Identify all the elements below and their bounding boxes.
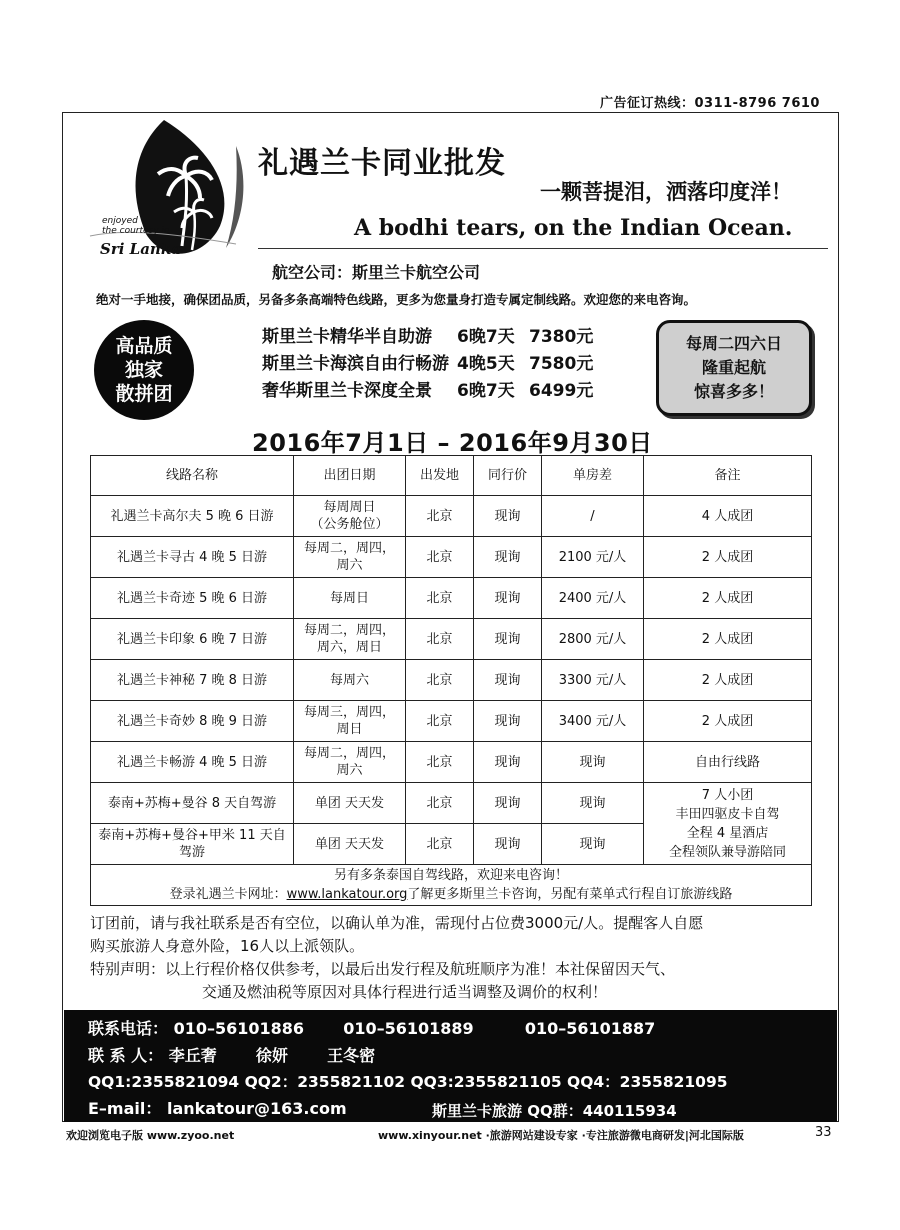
route-dates: 单团 天天发 [294,783,406,824]
sri-lanka-logo [86,116,246,266]
promo-duration: 6晚7天 [457,327,515,347]
logo-text-line2: the courtesy in [102,226,170,236]
route-origin: 北京 [406,742,474,783]
notice-line: 购买旅游人身意外险，16人以上派领队。 [90,937,365,955]
route-note: 2 人成团 [644,537,812,578]
phone-line [88,1016,655,1039]
phone-number[interactable]: 010–56101886 [173,1019,305,1038]
page-number: 33 [815,1125,832,1140]
badge-line: 独家 [124,359,163,381]
route-price: 现询 [474,578,542,619]
footer-line-2-pre: 登录礼遇兰卡网址： [169,887,287,902]
route-price: 现询 [474,537,542,578]
routes-table-body [91,496,812,906]
notice-line: 特别声明：以上行程价格仅供参考，以最后出发行程及航班顺序为准！本社保留因天气、 [90,960,676,978]
notice-line: 订团前，请与我社联系是否有空位，以确认单为准，需现付占位费3000元/人。提醒客人自愿 [90,914,704,932]
promo-duration: 4晚5天 [457,354,515,374]
table-row [91,701,812,742]
footer-left: 欢迎浏览电子版 www.zyoo.net [66,1129,235,1142]
callout-line: 惊喜多多！ [693,382,774,401]
booking-notice [90,912,820,1004]
table-header-row [91,456,812,496]
route-dates: 单团 天天发 [294,824,406,865]
route-origin: 北京 [406,660,474,701]
footer-right: www.xinyour.net ·旅游网站建设专家 ·专注旅游微电商研发|河北国际版 [378,1129,744,1142]
email-label: E–mail： [88,1099,162,1118]
contact-panel [64,1010,837,1122]
route-single-supplement: 2400 元/人 [542,578,644,619]
route-single-supplement: / [542,496,644,537]
route-name: 礼遇兰卡高尔夫 5 晚 6 日游 [91,496,294,537]
column-header: 线路名称 [91,456,294,496]
airline-label: 航空公司：斯里兰卡航空公司 [272,263,481,282]
table-row [91,660,812,701]
table-row [91,742,812,783]
column-header: 出发地 [406,456,474,496]
route-dates: 每周二，周四， 周六 [294,537,406,578]
route-single-supplement: 现询 [542,742,644,783]
route-price: 现询 [474,824,542,865]
promo-name: 斯里兰卡精华半自助游 [262,327,432,347]
route-name: 礼遇兰卡神秘 7 晚 8 日游 [91,660,294,701]
promo-item [262,351,593,378]
footer-line-1: 另有多条泰国自驾线路，欢迎来电咨询！ [333,868,568,883]
route-origin: 北京 [406,824,474,865]
person-label: 联 系 人： [88,1046,164,1065]
route-note: 2 人成团 [644,701,812,742]
badge-line: 散拼团 [115,383,173,405]
footer-line-2-post: 了解更多斯里兰卡咨询，另配有菜单式行程自订旅游线路 [407,887,733,902]
intro-text: 绝对一手地接，确保团品质，另备多条高端特色线路，更多为您量身打造专属定制线路。欢迎您的来电咨询。 [96,292,697,307]
website-link[interactable]: www.lankatour.org [286,887,408,902]
quality-badge [94,320,194,420]
route-price: 现询 [474,496,542,537]
ad-title: 礼遇兰卡同业批发 [258,146,506,181]
route-origin: 北京 [406,578,474,619]
table-row [91,578,812,619]
route-price: 现询 [474,783,542,824]
route-price: 现询 [474,742,542,783]
route-price: 现询 [474,660,542,701]
table-footer-row [91,865,812,906]
footer-line-2 [93,885,809,904]
title-divider [258,248,828,249]
table-row [91,783,812,824]
route-note: 2 人成团 [644,619,812,660]
logo-brand: Sri Lanka [100,240,181,258]
route-origin: 北京 [406,619,474,660]
promo-name: 奢华斯里兰卡深度全景 [262,381,432,401]
route-name: 礼遇兰卡畅游 4 晚 5 日游 [91,742,294,783]
table-row [91,537,812,578]
route-single-supplement: 3400 元/人 [542,701,644,742]
route-origin: 北京 [406,783,474,824]
promo-duration: 6晚7天 [457,381,515,401]
route-name: 礼遇兰卡奇妙 8 晚 9 日游 [91,701,294,742]
promo-name: 斯里兰卡海滨自由行畅游 [262,354,449,374]
column-header: 同行价 [474,456,542,496]
route-note: 2 人成团 [644,660,812,701]
promo-list [262,324,593,405]
route-origin: 北京 [406,537,474,578]
slogan-chinese: 一颗菩提泪，洒落印度洋！ [540,179,792,204]
callout-line: 每周二四六日 [685,334,782,353]
route-dates: 每周六 [294,660,406,701]
route-price: 现询 [474,619,542,660]
route-single-supplement: 现询 [542,783,644,824]
badge-line: 高品质 [115,335,173,357]
route-name: 礼遇兰卡奇迹 5 晚 6 日游 [91,578,294,619]
route-note: 4 人成团 [644,496,812,537]
route-dates: 每周二，周四， 周六 [294,742,406,783]
phone-number[interactable]: 010–56101889 [343,1019,474,1038]
contact-person: 李丘奢 [168,1046,217,1065]
route-price: 现询 [474,701,542,742]
promo-price: 7380元 [529,327,594,347]
ad-hotline: 广告征订热线：0311-8796 7610 [600,96,820,111]
promo-item [262,378,593,405]
table-footer [91,865,812,906]
contact-person-line [88,1043,375,1066]
route-single-supplement: 现询 [542,824,644,865]
email-line [88,1096,347,1119]
phone-label: 联系电话： [88,1019,169,1038]
thai-route-note: 7 人小团 丰田四驱皮卡自驾 全程 4 星酒店 全程领队兼导游陪同 [644,783,812,865]
route-dates: 每周二，周四， 周六，周日 [294,619,406,660]
email-link[interactable]: lankatour@163.com [166,1099,347,1118]
promo-price: 7580元 [529,354,594,374]
route-dates: 每周日 [294,578,406,619]
phone-number[interactable]: 010–56101887 [524,1019,656,1038]
route-note: 2 人成团 [644,578,812,619]
routes-table [90,455,812,906]
validity-dates: 2016年7月1日 – 2016年9月30日 [252,429,653,457]
route-name: 泰南+苏梅+曼谷+甲米 11 天自驾游 [91,824,294,865]
promo-price: 6499元 [529,381,594,401]
contact-person: 徐妍 [255,1046,288,1065]
route-single-supplement: 3300 元/人 [542,660,644,701]
route-name: 泰南+苏梅+曼谷 8 天自驾游 [91,783,294,824]
slogan-english: A bodhi tears, on the Indian Ocean. [354,215,793,241]
contact-person: 王冬密 [327,1046,376,1065]
table-row [91,619,812,660]
route-single-supplement: 2800 元/人 [542,619,644,660]
column-header: 单房差 [542,456,644,496]
table-row [91,496,812,537]
route-note: 自由行线路 [644,742,812,783]
departure-callout [656,320,812,416]
route-name: 礼遇兰卡印象 6 晚 7 日游 [91,619,294,660]
route-origin: 北京 [406,701,474,742]
column-header: 备注 [644,456,812,496]
logo-text-line1: enjoyed [102,216,138,226]
route-single-supplement: 2100 元/人 [542,537,644,578]
callout-line: 隆重起航 [701,358,766,377]
notice-line: 交通及燃油税等原因对具体行程进行适当调整及调价的权利！ [202,983,608,1001]
qq-line[interactable]: QQ1:2355821094 QQ2：2355821102 QQ3:2355821105 QQ4：2355821095 [88,1073,728,1091]
route-name: 礼遇兰卡寻古 4 晚 5 日游 [91,537,294,578]
route-origin: 北京 [406,496,474,537]
route-dates: 每周三，周四， 周日 [294,701,406,742]
column-header: 出团日期 [294,456,406,496]
promo-item [262,324,593,351]
qq-group[interactable]: 斯里兰卡旅游 QQ群：440115934 [432,1102,677,1120]
route-dates: 每周周日 （公务舱位） [294,496,406,537]
